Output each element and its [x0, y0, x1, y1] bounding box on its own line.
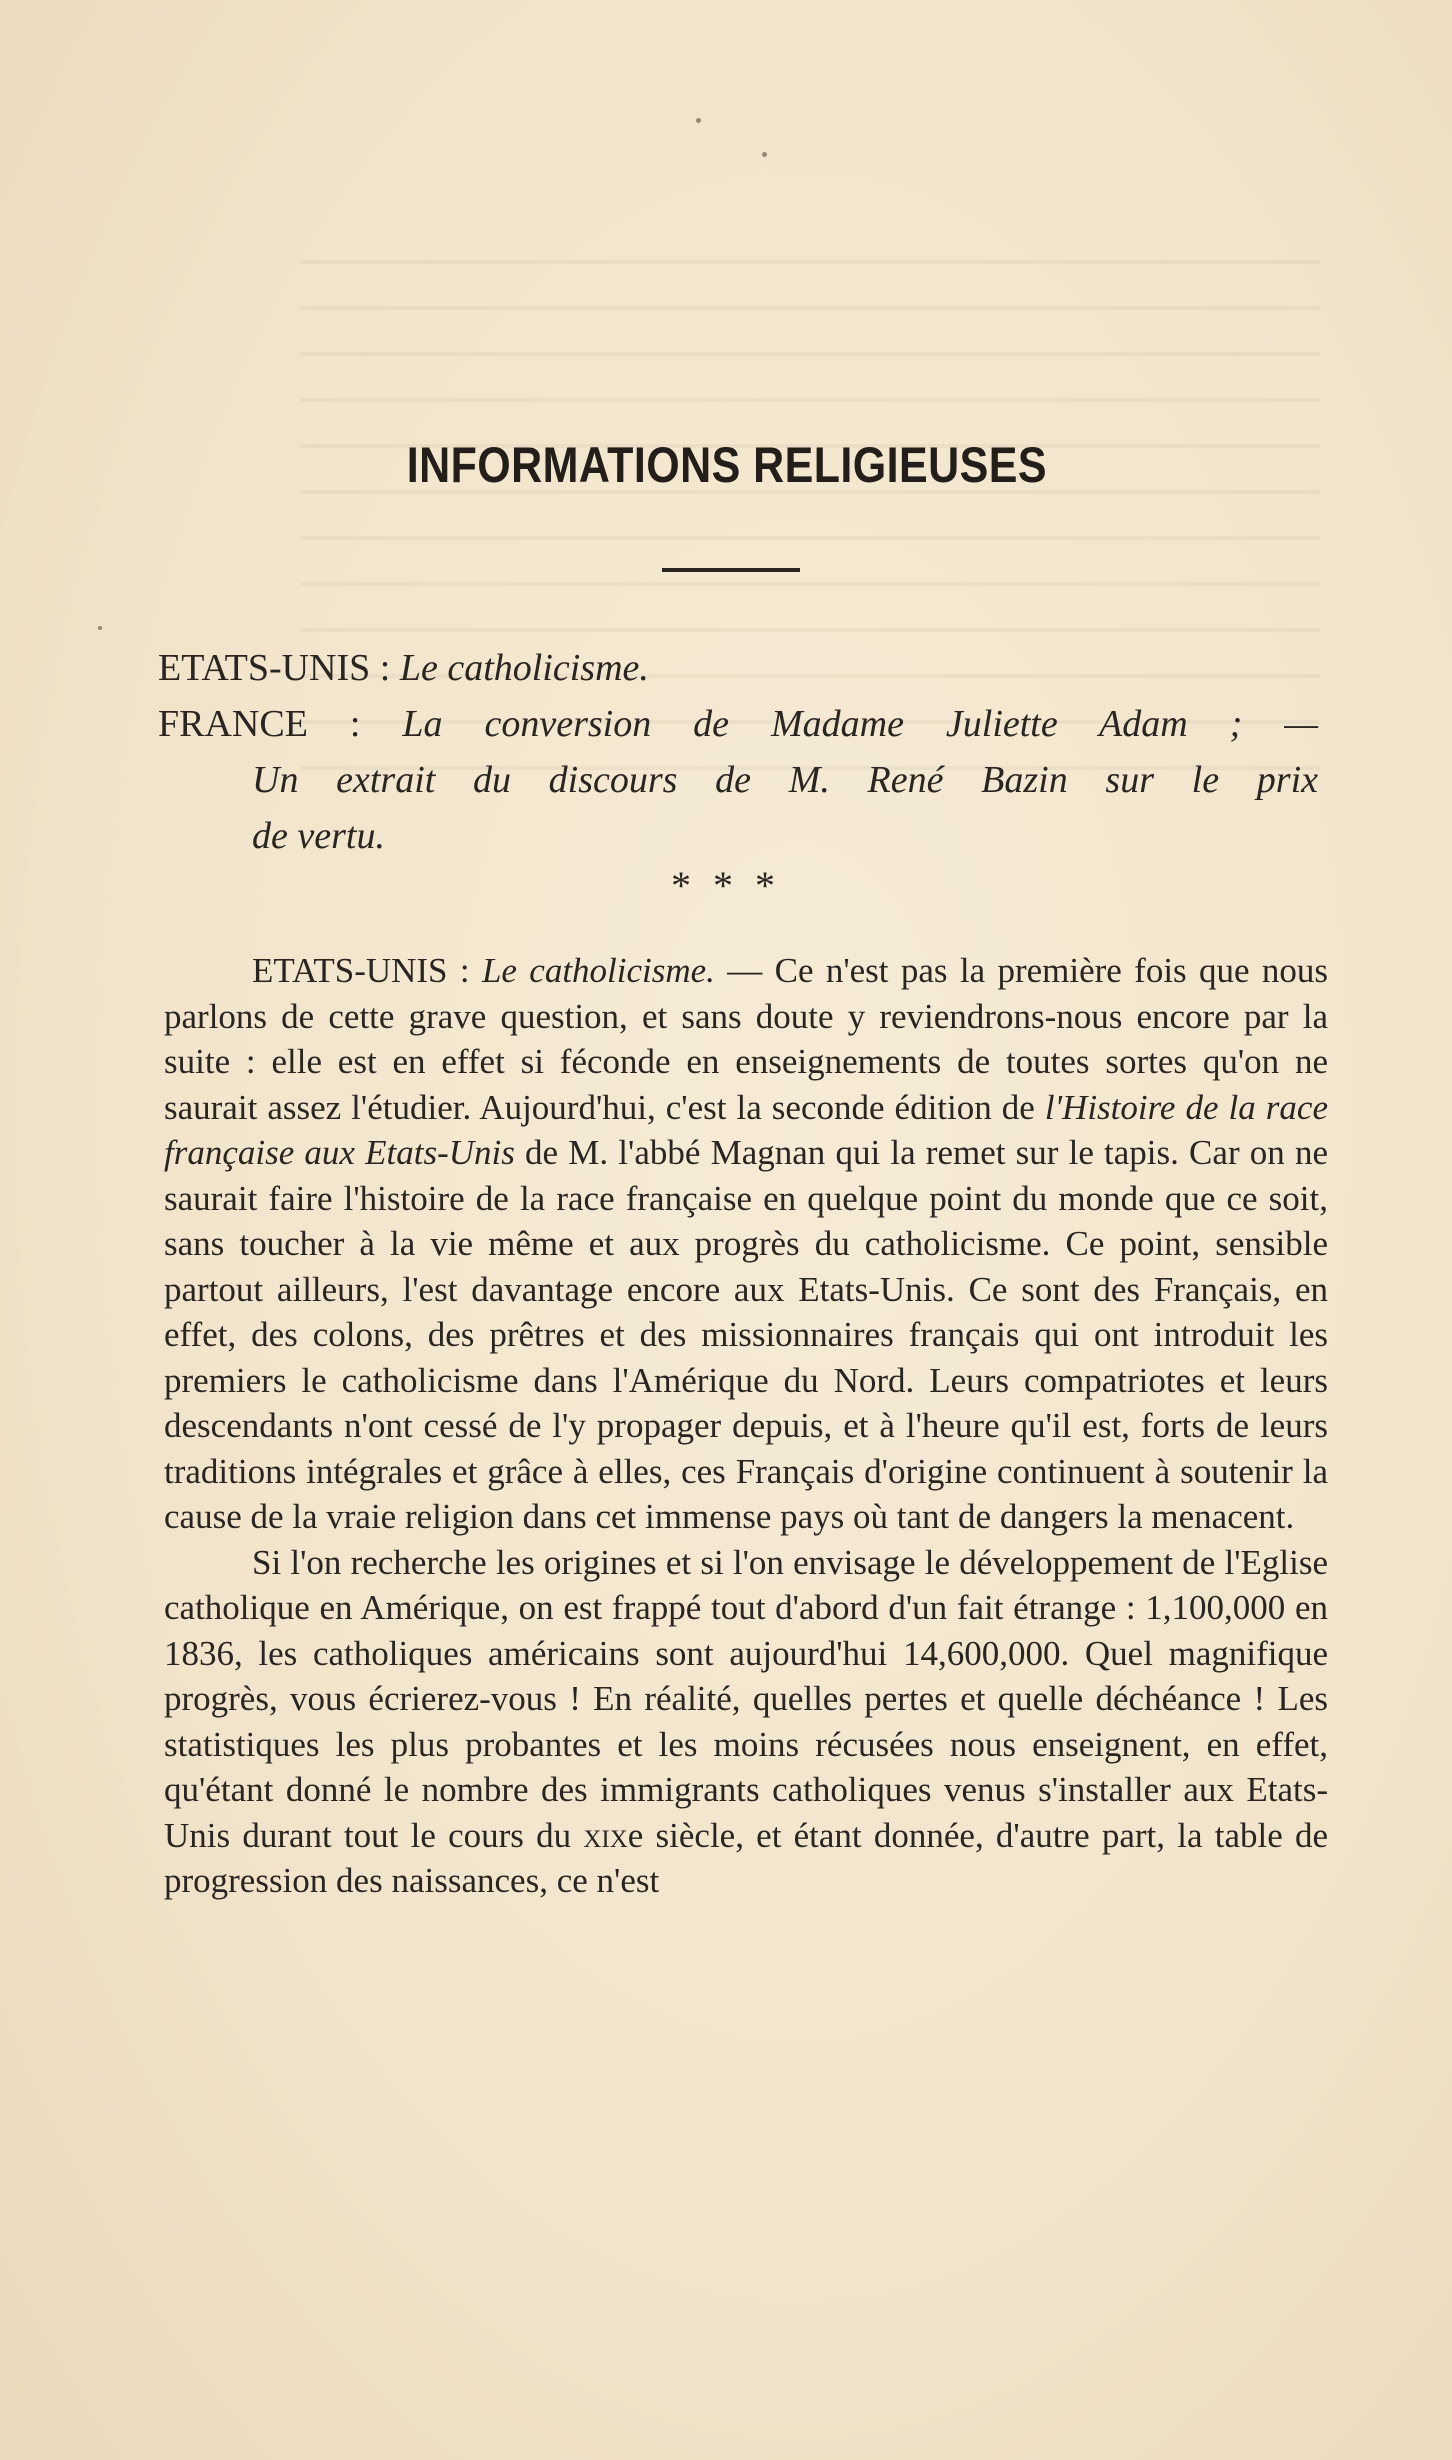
- article-paragraph: [164, 1540, 1328, 1904]
- article-lead-topic: Le catholicisme.: [481, 951, 715, 990]
- asterism-glyphs: * * *: [671, 863, 781, 908]
- book-title: l'Histoire de la race française aux Etats-Unis: [164, 1087, 1328, 1172]
- summary-topic: Le catholicisme.: [399, 647, 649, 689]
- article-text: e siècle, et étant donnée, d'autre part, la table de progression des naissances, ce n'est: [164, 1815, 1328, 1900]
- article-paragraph: [164, 948, 1328, 1540]
- article-text: de M. l'abbé Magnan qui la remet sur le tapis. Car on ne saurait faire l'histoire de la race française en quelque point du monde que ce soit, sans toucher à la vie même et aux progrès du catholicisme. Ce point, sensible partout ailleurs, l'est davantage encore aux Etats-Unis. Ce sont des Français, en effet, des colons, des prêtres et des missionnaires français qui ont introduit les premiers le catholicisme dans l'Amérique du Nord. Leurs compatriotes et leurs descendants n'ont cessé de l'y propager depuis, et à l'heure qu'il est, forts de leurs traditions intégrales et grâce à elles, ces Français d'origine continuent à soutenir la cause de la vraie religion dans cet immense pays où tant de dangers la menacent.: [164, 1133, 1328, 1536]
- summary-topic: La conversion de Madame Juliette Adam ; —: [402, 703, 1318, 745]
- summary-line-france: [158, 696, 1318, 752]
- article-body: [164, 948, 1328, 1904]
- summary: [158, 640, 1328, 864]
- summary-line-etats-unis: [158, 640, 1328, 696]
- speck: [98, 626, 102, 630]
- summary-line-continuation: [158, 808, 1328, 864]
- page-title: INFORMATIONS RELIGIEUSES: [406, 437, 1047, 493]
- summary-label: ETATS-UNIS :: [158, 647, 400, 689]
- century-numeral: xix: [583, 1815, 628, 1855]
- summary-label: FRANCE :: [158, 703, 403, 745]
- summary-topic: de vertu.: [252, 815, 385, 857]
- summary-line-continuation: [158, 752, 1318, 808]
- article-lead-label: ETATS-UNIS :: [252, 951, 482, 990]
- speck: [696, 118, 701, 123]
- title-rule: [662, 568, 800, 572]
- article-text: — Ce n'est pas la première fois que nous parlons de cette grave question, et sans doute y reviendrons-nous encore par la suite : elle est en effet si féconde en enseignements de toutes sortes qu'on ne saurait assez l'étudier. Aujourd'hui, c'est la seconde édition de: [164, 951, 1329, 1127]
- summary-topic: Un extrait du discours de M. René Bazin sur le prix: [252, 759, 1318, 801]
- speck: [762, 152, 767, 157]
- asterism-separator: [0, 862, 1452, 909]
- article-text: Si l'on recherche les origines et si l'on envisage le développement de l'Eglise catholique en Amérique, on est frappé tout d'abord d'un fait étrange : 1,100,000 en 1836, les catholiques américains sont aujourd'hui 14,600,000. Quel magnifique progrès, vous écrierez-vous ! En réalité, quelles pertes et quelle déchéance ! Les statistiques les plus probantes et les moins récusées nous enseignent, en effet, qu'étant donné le nombre des immigrants catholiques venus s'installer aux Etats-Unis durant tout le cours du: [164, 1542, 1328, 1855]
